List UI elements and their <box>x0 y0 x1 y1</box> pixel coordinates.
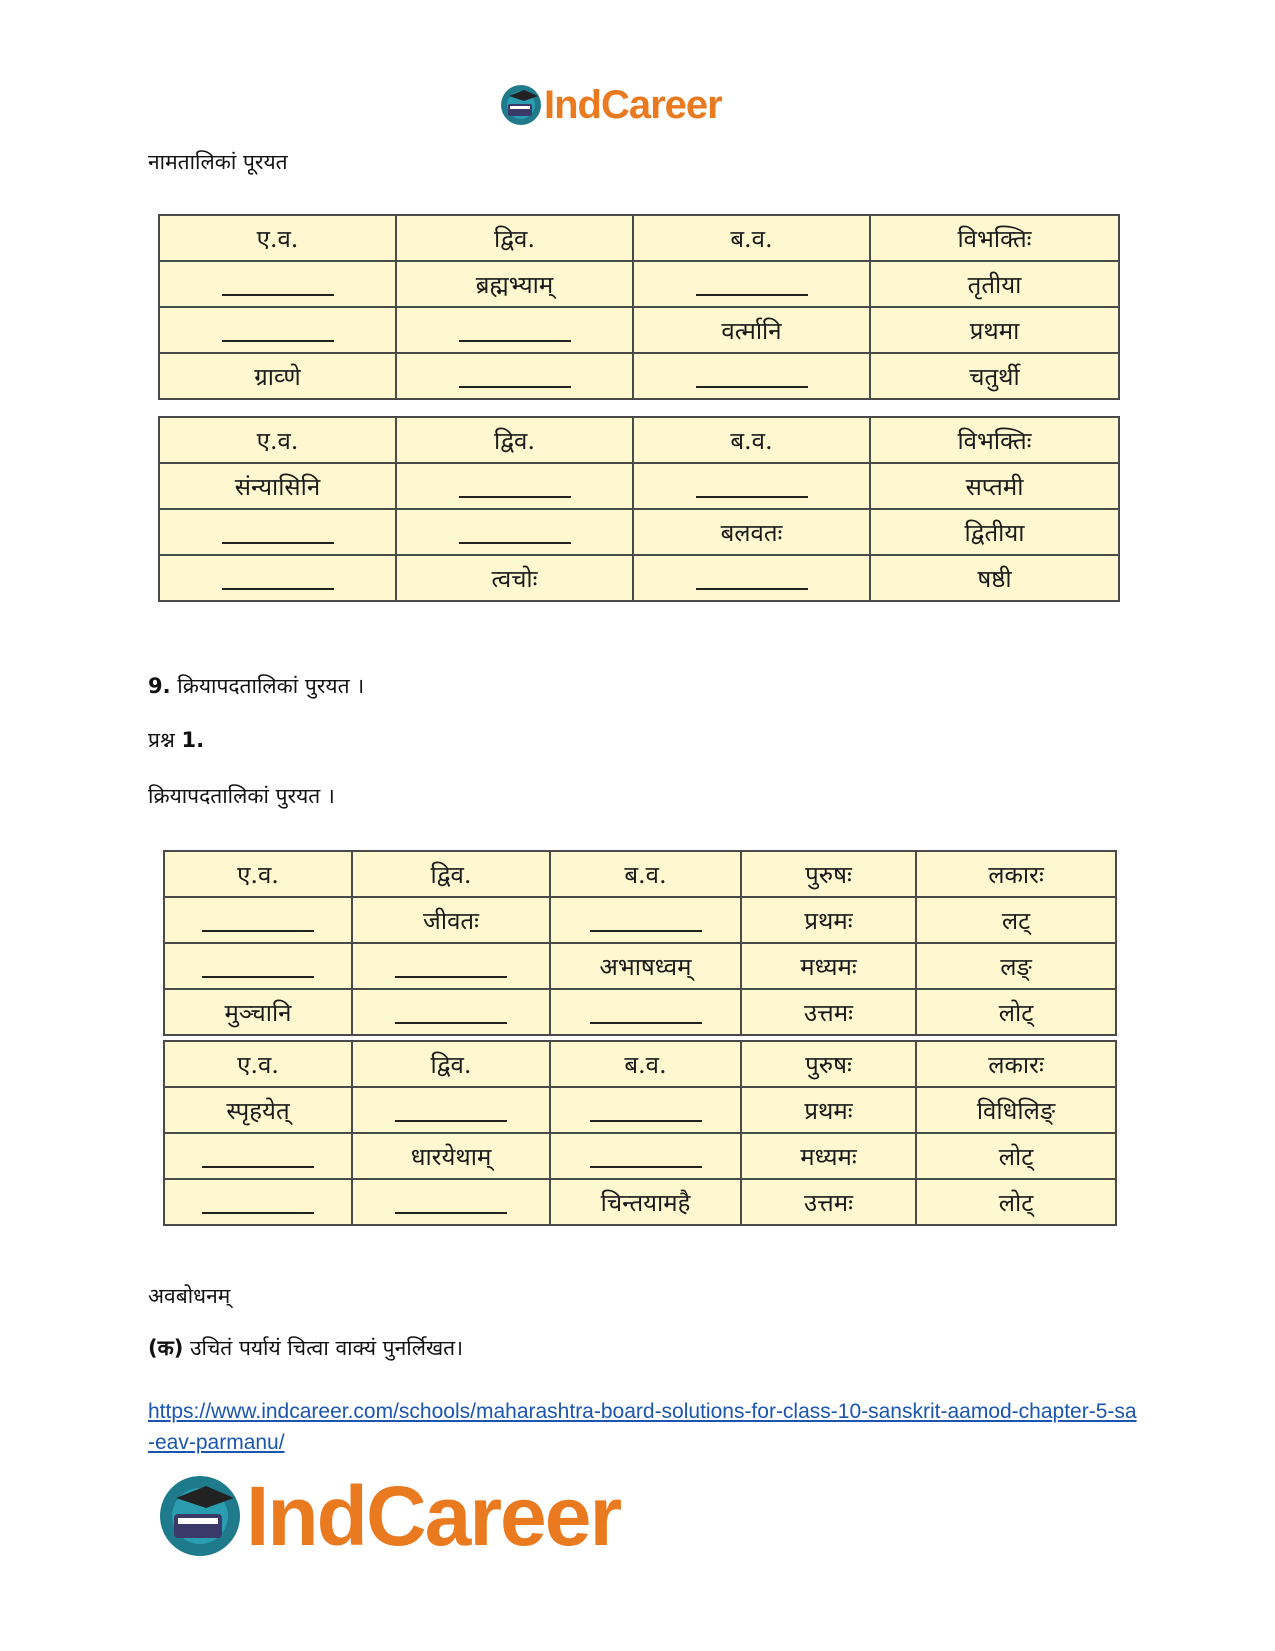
blank-cell <box>633 261 870 307</box>
fill-in-blank <box>696 368 808 388</box>
noun-table-2-body <box>159 417 1119 601</box>
comprehension-part <box>148 1334 463 1362</box>
table-row <box>164 1179 1116 1225</box>
header-logo <box>500 80 780 130</box>
fill-in-blank <box>696 570 808 590</box>
verb-table-2-body <box>164 1041 1116 1225</box>
fill-in-blank <box>202 1194 314 1214</box>
verb-table-1 <box>163 850 1117 1036</box>
footer-logo <box>158 1468 718 1564</box>
table-cell: बलवतः <box>633 509 870 555</box>
table-header-cell: पुरुषः <box>741 1041 916 1087</box>
question-word: प्रश्न <box>148 728 175 752</box>
footer-logo-text: IndCareer <box>246 1468 621 1563</box>
blank-cell <box>159 509 396 555</box>
blank-cell <box>396 307 633 353</box>
table-cell: लट् <box>916 897 1116 943</box>
blank-cell <box>352 1179 550 1225</box>
fill-in-blank <box>590 1004 702 1024</box>
source-link[interactable]: https://www.indcareer.com/schools/maharashtra-board-solutions-for-class-10-sanskrit-aamod-chapter-5-sa-eav-parmanu/ <box>148 1400 1137 1454</box>
table-header-cell: लकारः <box>916 851 1116 897</box>
fill-in-blank <box>590 1148 702 1168</box>
blank-cell <box>164 943 352 989</box>
question-label <box>148 726 204 754</box>
table-cell: ब्रह्मभ्याम् <box>396 261 633 307</box>
table-row <box>159 307 1119 353</box>
table-cell: मध्यमः <box>741 1133 916 1179</box>
question-number: 1. <box>181 728 205 752</box>
fill-in-blank <box>222 570 334 590</box>
table-cell: लोट् <box>916 1133 1116 1179</box>
table-row <box>159 555 1119 601</box>
blank-cell <box>396 353 633 399</box>
fill-in-blank <box>590 912 702 932</box>
heading-text: क्रियापदतालिकां पुरयत । <box>177 674 365 698</box>
blank-cell <box>164 1179 352 1225</box>
table-header-cell: द्विव. <box>352 851 550 897</box>
table-row <box>159 509 1119 555</box>
table-header-cell: ब.व. <box>633 215 870 261</box>
blank-cell <box>633 555 870 601</box>
verb-table-2 <box>163 1040 1117 1226</box>
globe-book-icon <box>158 1474 242 1558</box>
fill-in-blank <box>459 368 571 388</box>
fill-in-blank <box>222 524 334 544</box>
table-cell: प्रथमा <box>870 307 1119 353</box>
blank-cell <box>633 463 870 509</box>
table-cell: सप्तमी <box>870 463 1119 509</box>
table-cell: अभाषध्वम् <box>550 943 741 989</box>
part-text: उचितं पर्यायं चित्वा वाक्यं पुनर्लिखत। <box>190 1336 464 1360</box>
blank-cell <box>633 353 870 399</box>
table-row <box>164 1087 1116 1133</box>
fill-in-blank <box>459 524 571 544</box>
table-cell: जीवतः <box>352 897 550 943</box>
table-header-cell: ए.व. <box>164 851 352 897</box>
table-header-cell: लकारः <box>916 1041 1116 1087</box>
table-cell: स्पृहयेत् <box>164 1087 352 1133</box>
blank-cell <box>352 1087 550 1133</box>
blank-cell <box>352 943 550 989</box>
fill-in-blank <box>696 478 808 498</box>
table-cell: लोट् <box>916 989 1116 1035</box>
table-header-cell: द्विव. <box>396 215 633 261</box>
fill-in-blank <box>202 958 314 978</box>
table-row <box>164 989 1116 1035</box>
fill-in-blank <box>590 1102 702 1122</box>
table-row <box>159 261 1119 307</box>
heading-number: 9. <box>148 674 171 698</box>
table-header-cell: ब.व. <box>633 417 870 463</box>
table-row <box>164 1133 1116 1179</box>
globe-book-icon <box>500 84 542 126</box>
table-cell: धारयेथाम् <box>352 1133 550 1179</box>
table-cell: उत्तमः <box>741 1179 916 1225</box>
table-header-cell: ए.व. <box>164 1041 352 1087</box>
table-row <box>164 897 1116 943</box>
noun-table-1 <box>158 214 1120 400</box>
table-header-cell: विभक्तिः <box>870 215 1119 261</box>
table-header-row <box>159 417 1119 463</box>
table-cell: द्वितीया <box>870 509 1119 555</box>
blank-cell <box>164 897 352 943</box>
fill-in-blank <box>696 276 808 296</box>
fill-in-blank <box>222 322 334 342</box>
verb-instruction: क्रियापदतालिकां पुरयत । <box>148 784 335 808</box>
table-cell: चिन्तयामहै <box>550 1179 741 1225</box>
table-cell: उत्तमः <box>741 989 916 1035</box>
noun-section-title: नामतालिकां पूरयत <box>148 150 288 174</box>
table-header-cell: ब.व. <box>550 851 741 897</box>
header-logo-text: IndCareer <box>544 82 722 127</box>
table-cell: संन्यासिनि <box>159 463 396 509</box>
table-cell: मध्यमः <box>741 943 916 989</box>
table-header-row <box>164 1041 1116 1087</box>
table-row <box>159 463 1119 509</box>
table-cell: चतुर्थी <box>870 353 1119 399</box>
blank-cell <box>550 1087 741 1133</box>
blank-cell <box>396 463 633 509</box>
table-cell: त्वचोः <box>396 555 633 601</box>
table-header-cell: पुरुषः <box>741 851 916 897</box>
table-row <box>164 943 1116 989</box>
table-header-cell: द्विव. <box>352 1041 550 1087</box>
blank-cell <box>159 261 396 307</box>
table-cell: षष्ठी <box>870 555 1119 601</box>
fill-in-blank <box>395 958 507 978</box>
table-cell: प्रथमः <box>741 897 916 943</box>
noun-table-2 <box>158 416 1120 602</box>
verb-table-1-body <box>164 851 1116 1035</box>
table-header-row <box>159 215 1119 261</box>
fill-in-blank <box>222 276 334 296</box>
table-row <box>159 353 1119 399</box>
table-cell: लङ् <box>916 943 1116 989</box>
table-cell: वर्त्मानि <box>633 307 870 353</box>
table-header-cell: ब.व. <box>550 1041 741 1087</box>
fill-in-blank <box>395 1102 507 1122</box>
blank-cell <box>550 989 741 1035</box>
noun-table-1-body <box>159 215 1119 399</box>
comprehension-title: अवबोधनम् <box>148 1284 231 1308</box>
blank-cell <box>396 509 633 555</box>
fill-in-blank <box>395 1004 507 1024</box>
blank-cell <box>164 1133 352 1179</box>
table-cell: विधिलिङ् <box>916 1087 1116 1133</box>
table-cell: लोट् <box>916 1179 1116 1225</box>
table-header-cell: ए.व. <box>159 417 396 463</box>
blank-cell <box>159 307 396 353</box>
table-cell: प्रथमः <box>741 1087 916 1133</box>
fill-in-blank <box>459 478 571 498</box>
table-header-cell: द्विव. <box>396 417 633 463</box>
table-header-row <box>164 851 1116 897</box>
blank-cell <box>159 555 396 601</box>
table-header-cell: विभक्तिः <box>870 417 1119 463</box>
fill-in-blank <box>202 912 314 932</box>
fill-in-blank <box>202 1148 314 1168</box>
table-cell: ग्राव्णे <box>159 353 396 399</box>
blank-cell <box>352 989 550 1035</box>
table-cell: मुञ्चानि <box>164 989 352 1035</box>
blank-cell <box>550 897 741 943</box>
verb-section-heading <box>148 672 364 700</box>
fill-in-blank <box>459 322 571 342</box>
blank-cell <box>550 1133 741 1179</box>
table-cell: तृतीया <box>870 261 1119 307</box>
table-header-cell: ए.व. <box>159 215 396 261</box>
part-label: (क) <box>148 1336 184 1360</box>
fill-in-blank <box>395 1194 507 1214</box>
